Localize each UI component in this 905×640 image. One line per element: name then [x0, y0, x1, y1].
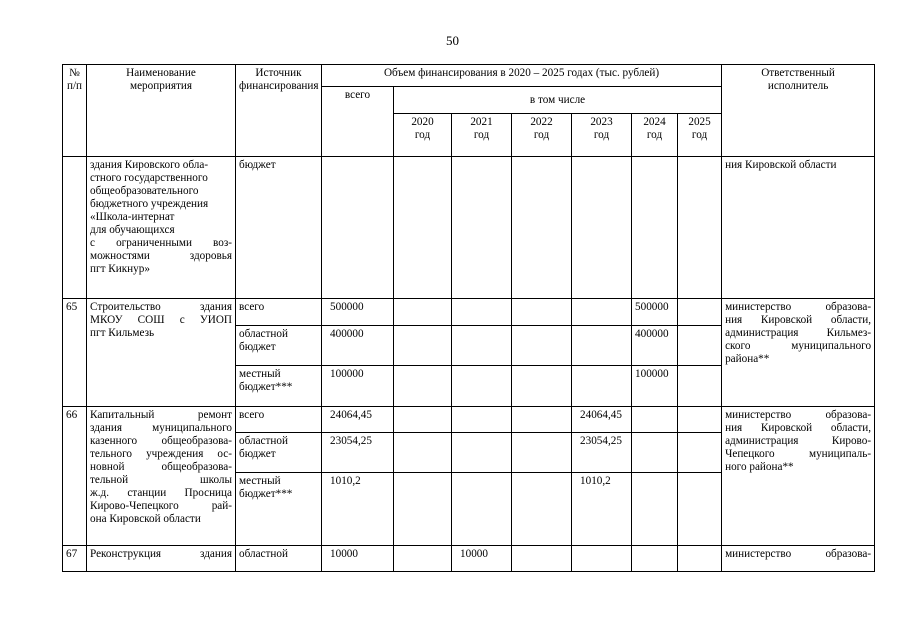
- row65-regional-2025: [678, 326, 722, 366]
- header-year-2025: 2025 год: [678, 114, 722, 157]
- cell-total: [322, 157, 394, 299]
- row66-total-2022: [512, 407, 572, 433]
- row66-source-total: всего: [236, 407, 322, 433]
- row65-total-2020: [394, 299, 452, 326]
- table-row: [63, 299, 875, 326]
- row65-local-2022: [512, 366, 572, 407]
- row65-local-2021: [452, 366, 512, 407]
- row65-total-2023: [572, 299, 632, 326]
- cell-2024: [632, 157, 678, 299]
- row67-2022: [512, 546, 572, 572]
- row66-regional-2024: [632, 433, 678, 473]
- row67-2024: [632, 546, 678, 572]
- table-row: [63, 407, 875, 433]
- row65-total-2024: 500000: [632, 299, 678, 326]
- row66-local-2025: [678, 473, 722, 546]
- row66-responsible: министерство образова- ния Кировской области, администрация Кирово- Чепецкого муниципаль- ного района**: [722, 407, 875, 546]
- header-including: в том числе: [394, 87, 722, 114]
- header-name: Наименование мероприятия: [87, 65, 236, 157]
- row65-total-2025: [678, 299, 722, 326]
- row66-total-2021: [452, 407, 512, 433]
- row66-name: Капитальный ремонт здания муниципального казенного общеобразова- тельного учреждения ос- новной общеобразова- тельной школы ж.д. станции Просница Кирово-Чепецкого рай- она Кировской области: [87, 407, 236, 546]
- row65-local-2024: 100000: [632, 366, 678, 407]
- row65-regional-2021: [452, 326, 512, 366]
- cont-name: здания Кировского обла- стного государственного общеобразовательного бюджетного учреждения «Школа-интернат для обучающихся с ограниченными воз- можностями здоровья пгт Кикнур»: [87, 157, 236, 299]
- row66-total-2023: 24064,45: [572, 407, 632, 433]
- row65-regional-2024: 400000: [632, 326, 678, 366]
- row67-2020: [394, 546, 452, 572]
- row65-total-total: 500000: [322, 299, 394, 326]
- row67-name: Реконструкция здания: [87, 546, 236, 572]
- row66-local-total: 1010,2: [322, 473, 394, 546]
- row67-2021: 10000: [452, 546, 512, 572]
- row67-total: 10000: [322, 546, 394, 572]
- row65-regional-2023: [572, 326, 632, 366]
- header-year-2024: 2024 год: [632, 114, 678, 157]
- cell-2020: [394, 157, 452, 299]
- row66-local-2024: [632, 473, 678, 546]
- row65-total-2022: [512, 299, 572, 326]
- row65-responsible: министерство образова- ния Кировской области, администрация Кильмез- ского муниципального района**: [722, 299, 875, 407]
- row67-responsible: министерство образова-: [722, 546, 875, 572]
- row67-2023: [572, 546, 632, 572]
- row66-total-2020: [394, 407, 452, 433]
- cont-responsible: ния Кировской области: [722, 157, 875, 299]
- table-row: [63, 157, 875, 299]
- table-row: [63, 546, 875, 572]
- header-total: всего: [322, 87, 394, 157]
- row67-num: 67: [63, 546, 87, 572]
- row66-local-2022: [512, 473, 572, 546]
- header-no: № п/п: [63, 65, 87, 157]
- row66-regional-2023: 23054,25: [572, 433, 632, 473]
- header-year-2021: 2021 год: [452, 114, 512, 157]
- header-year-2022: 2022 год: [512, 114, 572, 157]
- header-volume: Объем финансирования в 2020 – 2025 годах (тыс. рублей): [322, 65, 722, 87]
- row66-regional-2020: [394, 433, 452, 473]
- row66-regional-total: 23054,25: [322, 433, 394, 473]
- row66-local-2021: [452, 473, 512, 546]
- row67-2025: [678, 546, 722, 572]
- header-source: Источник финансирования: [236, 65, 322, 157]
- row66-source-local: местный бюджет***: [236, 473, 322, 546]
- row65-total-2021: [452, 299, 512, 326]
- row65-source-local: местный бюджет***: [236, 366, 322, 407]
- cell-2021: [452, 157, 512, 299]
- row67-source: областной: [236, 546, 322, 572]
- row65-regional-2022: [512, 326, 572, 366]
- header-year-2020: 2020 год: [394, 114, 452, 157]
- row65-source-regional: областной бюджет: [236, 326, 322, 366]
- row66-source-regional: областной бюджет: [236, 433, 322, 473]
- row66-regional-2022: [512, 433, 572, 473]
- cell-2023: [572, 157, 632, 299]
- row65-local-2020: [394, 366, 452, 407]
- row66-total-2024: [632, 407, 678, 433]
- row65-local-2023: [572, 366, 632, 407]
- row65-local-2025: [678, 366, 722, 407]
- row66-local-2023: 1010,2: [572, 473, 632, 546]
- row66-total-2025: [678, 407, 722, 433]
- row66-regional-2021: [452, 433, 512, 473]
- header-year-2023: 2023 год: [572, 114, 632, 157]
- row66-local-2020: [394, 473, 452, 546]
- financing-table: [62, 64, 875, 572]
- page-number: 50: [446, 33, 459, 48]
- row65-regional-total: 400000: [322, 326, 394, 366]
- header-responsible: Ответственный исполнитель: [722, 65, 875, 157]
- row65-name: Строительство здания МКОУ СОШ с УИОП пгт Кильмезь: [87, 299, 236, 407]
- row65-regional-2020: [394, 326, 452, 366]
- cont-source: бюджет: [236, 157, 322, 299]
- cell-2022: [512, 157, 572, 299]
- row65-num: 65: [63, 299, 87, 407]
- cell-2025: [678, 157, 722, 299]
- row66-total-total: 24064,45: [322, 407, 394, 433]
- row66-regional-2025: [678, 433, 722, 473]
- row66-num: 66: [63, 407, 87, 546]
- row65-local-total: 100000: [322, 366, 394, 407]
- row65-source-total: всего: [236, 299, 322, 326]
- cell-no: [63, 157, 87, 299]
